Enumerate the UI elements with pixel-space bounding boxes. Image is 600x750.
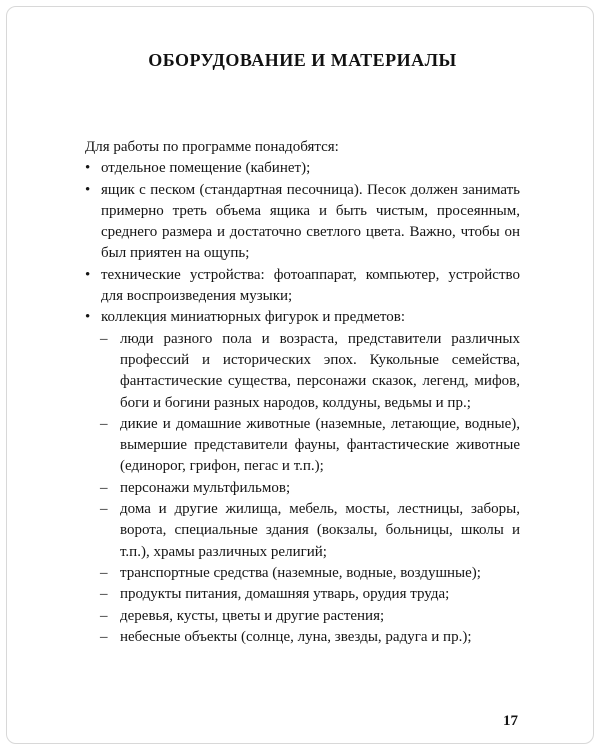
list-item [85,265,520,308]
list-item [100,606,520,627]
list-item [100,329,520,414]
bullet-marker: – [100,607,108,624]
bullet-marker: – [100,586,108,603]
list-item [100,563,520,584]
bullet-marker: – [100,415,108,432]
bullet-marker: • [85,309,91,326]
bullet-marker: – [100,330,108,347]
bullet-marker: • [85,181,91,198]
page-number: 17 [503,713,518,729]
list-item-text: небесные объекты (солнце, луна, звезды, радуга и пр.); [120,628,472,645]
list-item [85,158,520,179]
list-item [85,307,520,328]
page-title: ОБОРУДОВАНИЕ И МАТЕРИАЛЫ [148,50,457,70]
bullet-marker: • [85,160,91,177]
list-item [100,414,520,478]
list-item [100,584,520,605]
list-item-text: транспортные средства (наземные, водные, воздушные); [120,564,481,581]
list-item-text: дома и другие жилища, мебель, мосты, лестницы, заборы, ворота, специальные здания (вокзалы, больницы, школы и т.п.), храмы различных религий; [120,501,520,560]
list-item-text: дикие и домашние животные (наземные, летающие, водные), вымершие представители фауны, фантастические животные (единорог, грифон, пегас и т.п.); [120,415,520,475]
list-item-text: технические устройства: фотоаппарат, компьютер, устройство для воспроизведения музыки; [101,266,520,305]
bullet-list [85,158,520,648]
intro-line: Для работы по программе понадобятся: [85,139,339,155]
list-item [85,180,520,265]
body-text [85,137,520,648]
list-item [100,627,520,648]
list-item [100,478,520,499]
list-item-text: люди разного пола и возраста, представители различных профессий и исторических эпох. Кукольные семейства, фантастические существа, персонажи сказок, легенд, мифов, боги и богини разных народов, колдуны, ведьмы и пр.; [120,330,520,411]
bullet-marker: – [100,564,108,581]
page-content [85,50,520,648]
bullet-marker: – [100,628,108,645]
bullet-marker: • [85,266,91,283]
list-item [100,499,520,563]
bullet-marker: – [100,479,108,496]
list-item-text: персонажи мультфильмов; [120,479,291,496]
list-item-text: ящик с песком (стандартная песочница). Песок должен занимать примерно треть объема ящика и быть чистым, просеянным, среднего размера и достаточно светлого цвета. Важно, чтобы он был приятен на ощупь; [101,181,520,262]
list-item-text: продукты питания, домашняя утварь, орудия труда; [120,586,450,603]
bullet-marker: – [100,501,108,518]
list-item-text: коллекция миниатюрных фигурок и предметов: [101,309,405,326]
list-item-text: деревья, кусты, цветы и другие растения; [120,607,385,624]
list-item-text: отдельное помещение (кабинет); [101,160,311,177]
